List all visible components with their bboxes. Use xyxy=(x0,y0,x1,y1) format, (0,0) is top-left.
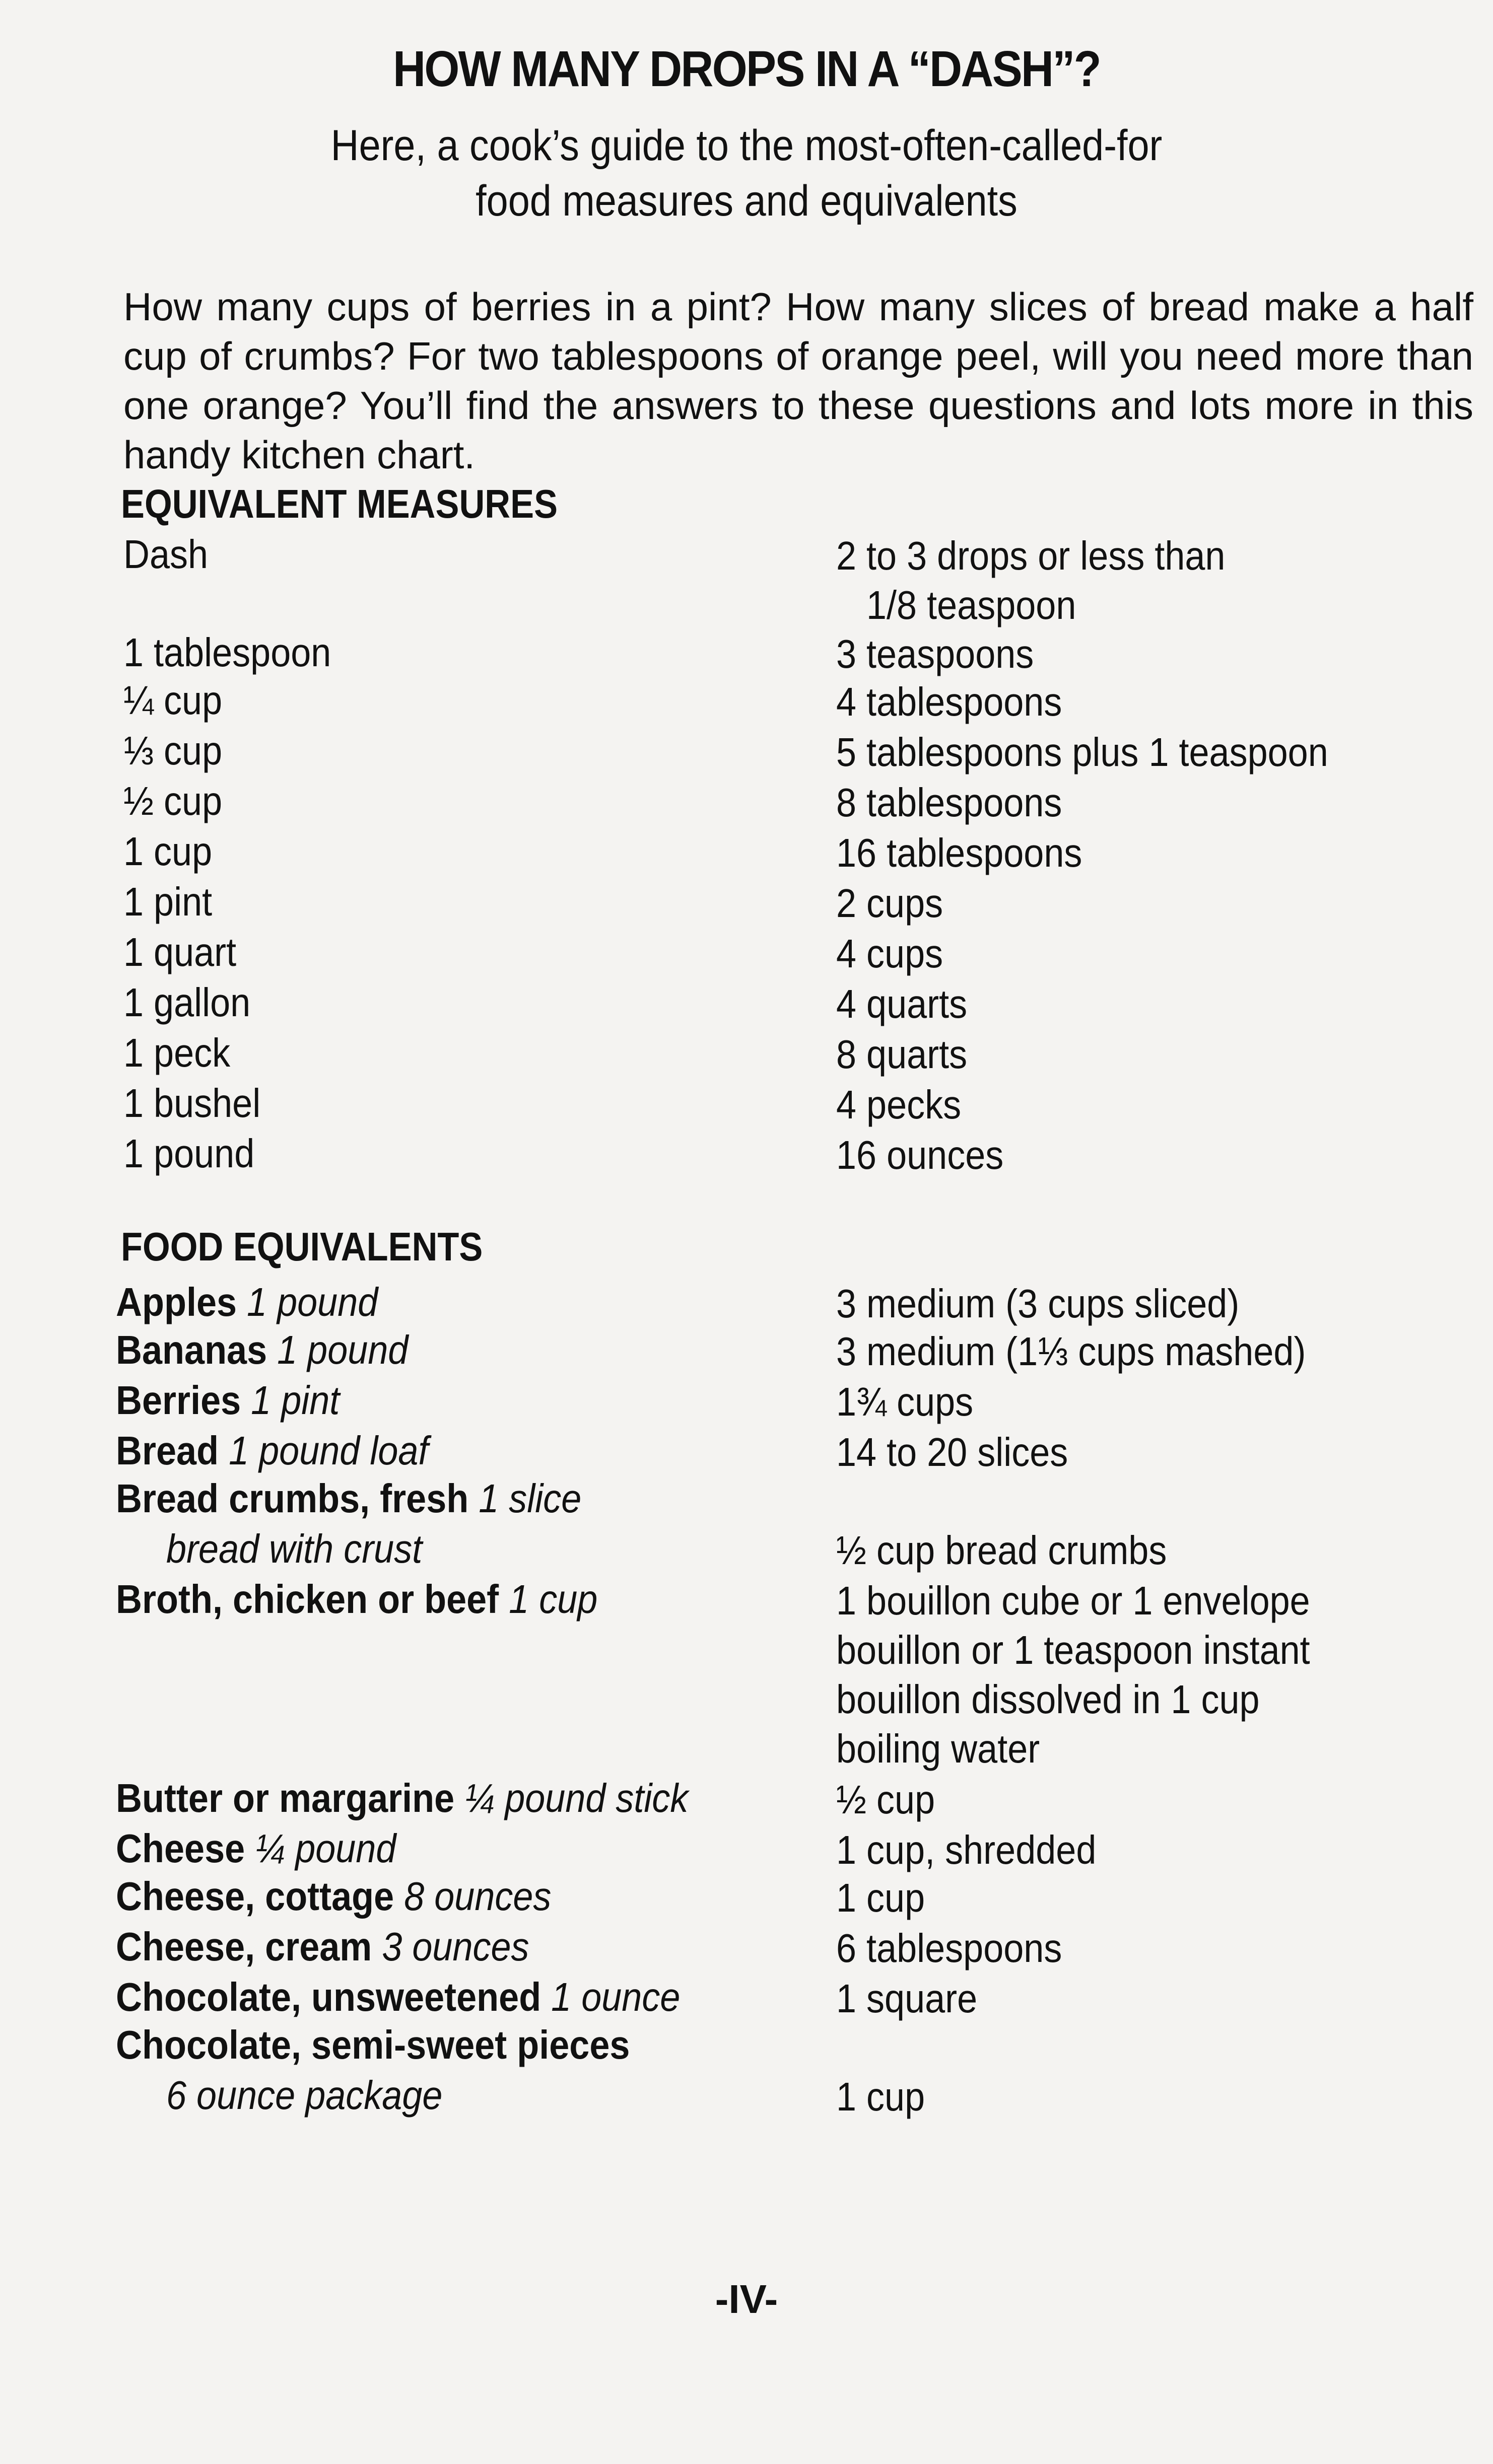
food-item xyxy=(116,1475,581,1522)
food-quantity: 3 ounces xyxy=(372,1924,529,1969)
equivalent-value: 1¾ cups xyxy=(836,1379,974,1424)
food-item xyxy=(116,1428,428,1474)
equivalent-value: 3 teaspoons xyxy=(836,631,1034,676)
food-quantity: 1 ounce xyxy=(541,1975,681,2019)
equivalent-value: 4 cups xyxy=(836,931,943,976)
food-item xyxy=(116,1825,396,1872)
food-name: Cheese, cottage xyxy=(116,1874,394,1919)
equivalent-value: 2 to 3 drops or less than xyxy=(836,533,1226,578)
equivalent-value: 1 cup xyxy=(836,2074,925,2119)
food-item xyxy=(116,2022,630,2068)
equivalent-value: 1/8 teaspoon xyxy=(836,583,1076,627)
equivalent-value: 1 square xyxy=(836,1976,978,2021)
food-name: Chocolate, semi-sweet pieces xyxy=(116,2022,630,2067)
food-quantity: bread with crust xyxy=(166,1526,423,1571)
food-item xyxy=(116,1873,551,1920)
equivalent-value: bouillon or 1 teaspoon instant xyxy=(836,1628,1310,1672)
equivalent-value: 3 medium (1⅓ cups mashed) xyxy=(836,1329,1306,1374)
food-item xyxy=(166,1526,422,1572)
measure-label: ½ cup xyxy=(123,779,223,823)
intro-paragraph: How many cups of berries in a pint? How many slices of bread make a half cup of crumbs? For two tablespoons of orange peel, will you need more than one orange? You’ll find the answers to these questions and lots more in this handy kitchen chart. xyxy=(123,285,1473,477)
food-name: Bread crumbs, fresh xyxy=(116,1476,469,1521)
equivalent-value: 2 cups xyxy=(836,881,943,926)
measure-label: Dash xyxy=(123,532,209,577)
food-quantity: 1 pint xyxy=(241,1378,340,1423)
equivalent-value: 5 tablespoons plus 1 teaspoon xyxy=(836,730,1328,775)
food-item xyxy=(116,1377,340,1424)
measure-label: 1 pint xyxy=(123,879,213,924)
food-name: Bananas xyxy=(116,1327,267,1372)
food-name: Berries xyxy=(116,1378,241,1423)
page-title: HOW MANY DROPS IN A “DASH”? xyxy=(393,41,1100,97)
food-name: Butter or margarine xyxy=(116,1776,455,1820)
equivalent-value: 4 tablespoons xyxy=(836,679,1062,724)
equivalent-value: 1 cup, shredded xyxy=(836,1827,1097,1872)
equivalent-value: bouillon dissolved in 1 cup xyxy=(836,1677,1260,1722)
food-item xyxy=(116,1327,408,1373)
equivalent-value: 16 ounces xyxy=(836,1133,1004,1177)
measure-label: ¼ cup xyxy=(123,678,223,723)
equivalent-value: 16 tablespoons xyxy=(836,830,1082,875)
food-item xyxy=(116,1775,688,1821)
subtitle-line-1: Here, a cook’s guide to the most-often-called-for xyxy=(330,121,1163,170)
equivalent-value: ½ cup bread crumbs xyxy=(836,1528,1167,1573)
equivalent-value: 4 quarts xyxy=(836,981,968,1026)
equivalent-value: 6 tablespoons xyxy=(836,1926,1062,1970)
food-item xyxy=(116,1974,680,2020)
food-quantity: 1 pound xyxy=(237,1280,378,1324)
measure-label: 1 peck xyxy=(123,1030,231,1075)
equivalent-measures-heading: EQUIVALENT MEASURES xyxy=(121,481,558,526)
equivalent-value: boiling water xyxy=(836,1726,1040,1771)
equivalent-value: ½ cup xyxy=(836,1777,935,1822)
measure-label: 1 gallon xyxy=(123,980,251,1025)
food-name: Chocolate, unsweetened xyxy=(116,1975,541,2019)
food-name: Broth, chicken or beef xyxy=(116,1577,499,1622)
food-quantity: 8 ounces xyxy=(394,1874,552,1919)
equivalent-value: 1 cup xyxy=(836,1875,925,1920)
measure-label: 1 cup xyxy=(123,829,213,874)
equivalent-value: 4 pecks xyxy=(836,1082,962,1127)
measure-label: 1 tablespoon xyxy=(123,630,331,675)
food-quantity: 6 ounce package xyxy=(166,2073,443,2118)
page-number: -IV- xyxy=(715,2277,778,2321)
food-name: Apples xyxy=(116,1280,237,1324)
food-name: Cheese, cream xyxy=(116,1924,372,1969)
food-item xyxy=(116,1576,597,1623)
food-quantity: 1 cup xyxy=(499,1577,598,1622)
food-name: Bread xyxy=(116,1428,219,1473)
food-quantity: ¼ pound stick xyxy=(454,1776,689,1820)
equivalent-value: 8 quarts xyxy=(836,1032,968,1077)
food-quantity: 1 pound xyxy=(267,1327,409,1372)
food-name: Cheese xyxy=(116,1826,245,1871)
food-quantity: 1 pound loaf xyxy=(219,1428,429,1473)
food-item xyxy=(166,2072,442,2119)
food-quantity: ¼ pound xyxy=(245,1826,396,1871)
measure-label: ⅓ cup xyxy=(123,728,223,773)
food-item xyxy=(116,1924,529,1970)
measure-label: 1 bushel xyxy=(123,1081,261,1125)
measure-label: 1 quart xyxy=(123,930,237,974)
food-item xyxy=(116,1279,378,1325)
equivalent-value: 1 bouillon cube or 1 envelope xyxy=(836,1578,1310,1623)
equivalent-value: 8 tablespoons xyxy=(836,780,1062,825)
food-equivalents-heading: FOOD EQUIVALENTS xyxy=(121,1224,483,1269)
measure-label: 1 pound xyxy=(123,1131,255,1176)
food-quantity: 1 slice xyxy=(468,1476,582,1521)
equivalent-value: 14 to 20 slices xyxy=(836,1430,1068,1474)
subtitle-line-2: food measures and equivalents xyxy=(476,177,1017,225)
equivalent-value: 3 medium (3 cups sliced) xyxy=(836,1281,1240,1326)
